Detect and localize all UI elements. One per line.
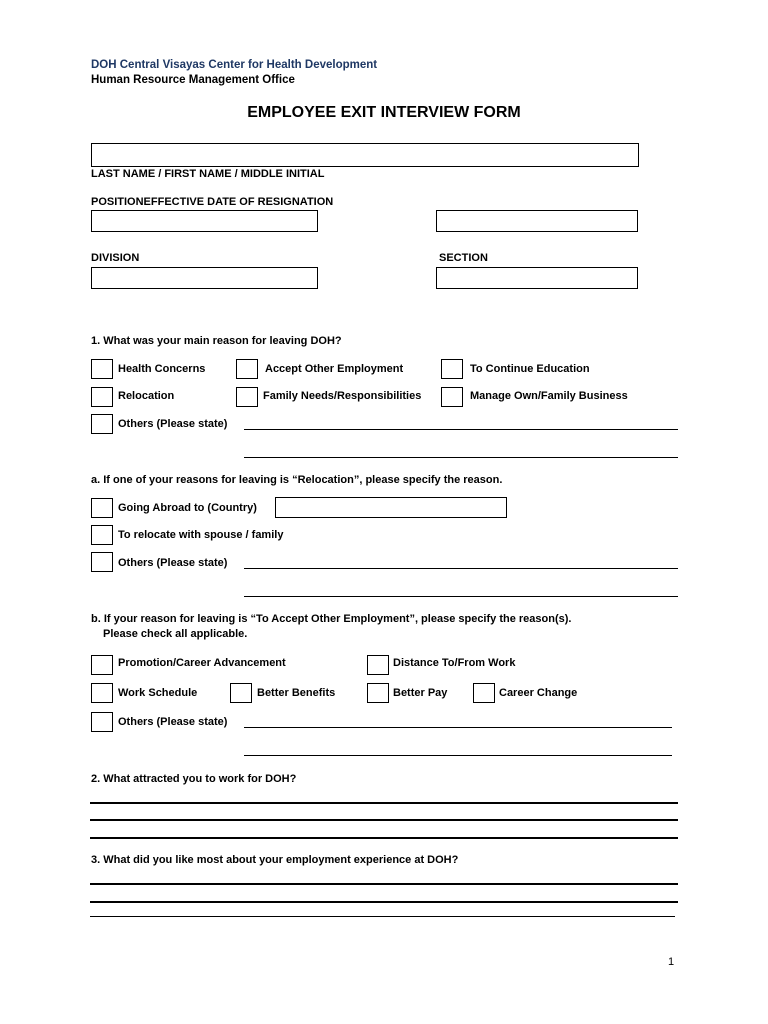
- position-date-label: POSITIONEFFECTIVE DATE OF RESIGNATION: [91, 196, 334, 208]
- option-label: Promotion/Career Advancement: [118, 657, 286, 669]
- answer-line[interactable]: [244, 568, 678, 569]
- answer-line[interactable]: [90, 916, 675, 917]
- option-label: Better Pay: [393, 687, 448, 699]
- answer-line[interactable]: [244, 755, 672, 756]
- organization-name: DOH Central Visayas Center for Health Development: [91, 59, 378, 71]
- checkbox-others[interactable]: [91, 712, 113, 732]
- option-label: Relocation: [118, 390, 175, 402]
- option-label: To Continue Education: [470, 363, 590, 375]
- option-label: Better Benefits: [257, 687, 336, 699]
- option-label: Family Needs/Responsibilities: [263, 390, 422, 402]
- option-label: To relocate with spouse / family: [118, 529, 284, 541]
- checkbox-distance[interactable]: [367, 655, 389, 675]
- question-b-note: Please check all applicable.: [103, 628, 248, 640]
- answer-line[interactable]: [90, 883, 678, 885]
- option-label: Health Concerns: [118, 363, 206, 375]
- answer-line[interactable]: [244, 457, 678, 458]
- checkbox-better-pay[interactable]: [367, 683, 389, 703]
- checkbox-accept-other-employment[interactable]: [236, 359, 258, 379]
- answer-line[interactable]: [244, 727, 672, 728]
- checkbox-continue-education[interactable]: [441, 359, 463, 379]
- checkbox-work-schedule[interactable]: [91, 683, 113, 703]
- question-a: a. If one of your reasons for leaving is “Relocation”, please specify the reason.: [91, 474, 503, 486]
- option-label: Others (Please state): [118, 418, 228, 430]
- option-label: Others (Please state): [118, 716, 228, 728]
- option-label: Work Schedule: [118, 687, 198, 699]
- checkbox-manage-business[interactable]: [441, 387, 463, 407]
- office-name: Human Resource Management Office: [91, 74, 295, 86]
- checkbox-others[interactable]: [91, 552, 113, 572]
- option-label: Accept Other Employment: [265, 363, 404, 375]
- option-label: Manage Own/Family Business: [470, 390, 628, 402]
- option-label: Going Abroad to (Country): [118, 502, 257, 514]
- checkbox-relocation[interactable]: [91, 387, 113, 407]
- checkbox-career-change[interactable]: [473, 683, 495, 703]
- answer-line[interactable]: [90, 819, 678, 821]
- position-field[interactable]: [91, 210, 318, 232]
- question-1: 1. What was your main reason for leaving DOH?: [91, 335, 342, 347]
- checkbox-relocate-spouse[interactable]: [91, 525, 113, 545]
- option-label: Others (Please state): [118, 557, 228, 569]
- question-3: 3. What did you like most about your employment experience at DOH?: [91, 854, 459, 866]
- checkbox-others[interactable]: [91, 414, 113, 434]
- checkbox-promotion[interactable]: [91, 655, 113, 675]
- section-label: SECTION: [439, 252, 488, 264]
- division-field[interactable]: [91, 267, 318, 289]
- page-number: 1: [668, 956, 675, 968]
- checkbox-going-abroad[interactable]: [91, 498, 113, 518]
- section-field[interactable]: [436, 267, 638, 289]
- country-field[interactable]: [275, 497, 507, 518]
- effective-date-field[interactable]: [436, 210, 638, 232]
- answer-line[interactable]: [90, 837, 678, 839]
- checkbox-family-needs[interactable]: [236, 387, 258, 407]
- name-field[interactable]: [91, 143, 639, 167]
- question-2: 2. What attracted you to work for DOH?: [91, 773, 297, 785]
- option-label: Distance To/From Work: [393, 657, 516, 669]
- checkbox-health-concerns[interactable]: [91, 359, 113, 379]
- answer-line[interactable]: [90, 901, 678, 903]
- question-b: b. If your reason for leaving is “To Accept Other Employment”, please specify the reason(s).: [91, 613, 572, 625]
- option-label: Career Change: [499, 687, 578, 699]
- name-label: LAST NAME / FIRST NAME / MIDDLE INITIAL: [91, 168, 325, 180]
- answer-line[interactable]: [90, 802, 678, 804]
- checkbox-better-benefits[interactable]: [230, 683, 252, 703]
- answer-line[interactable]: [244, 429, 678, 430]
- answer-line[interactable]: [244, 596, 678, 597]
- form-title: EMPLOYEE EXIT INTERVIEW FORM: [247, 104, 521, 121]
- division-label: DIVISION: [91, 252, 140, 264]
